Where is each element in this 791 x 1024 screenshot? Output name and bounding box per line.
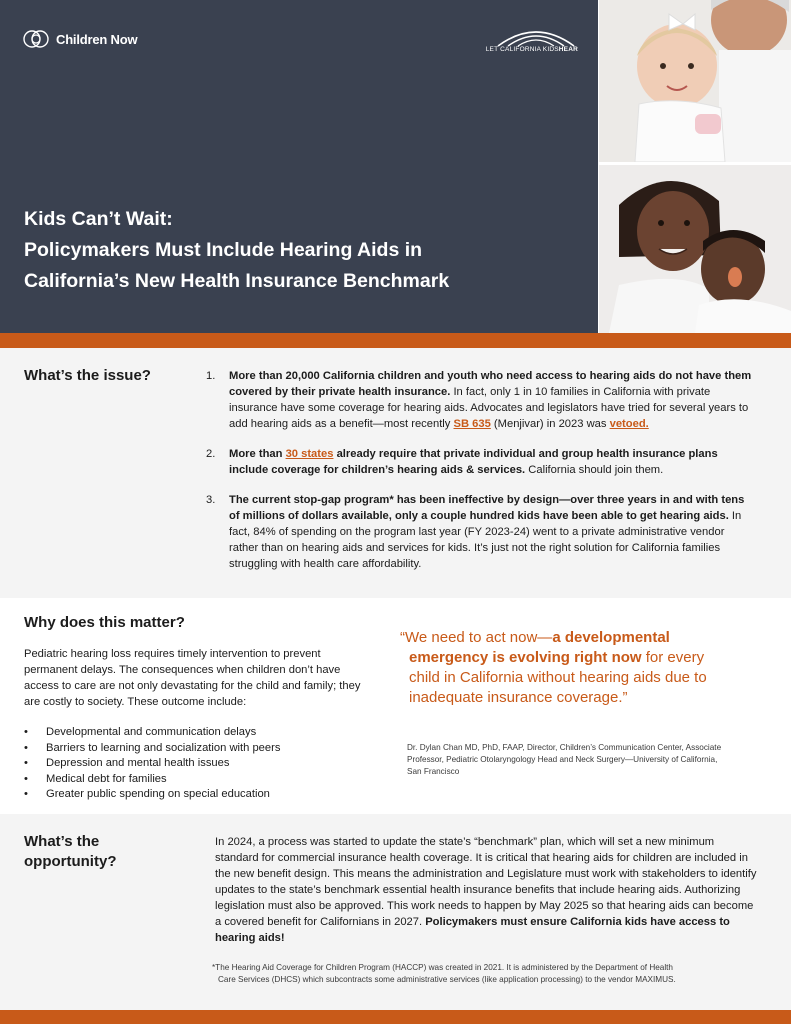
bullet-item: • Depression and mental health issues: [24, 756, 280, 772]
footnote: [212, 962, 762, 986]
opportunity-text: In 2024, a process was started to update the state’s “benchmark” plan, which will set a new minimum standard for commercial insurance health coverage. It is critical that hearing aids for children are included in the new benefit design. This means the administration and Legislature must work with stakeholders to identify updates to the state’s benchmark essential health insurance benefits that include hearing aids. Authorizing legislation must also be approved. This work needs to happen by May 2025 so that hearing aids can become a covered benefit for Californians in 2027.: [215, 836, 757, 928]
header-banner: [0, 0, 598, 333]
quote-open: “We need to act now—: [400, 629, 553, 646]
pull-quote: [400, 628, 760, 708]
issue-list: [206, 368, 756, 586]
matter-section: [0, 598, 791, 814]
matter-paragraph: Pediatric hearing loss requires timely intervention to prevent permanent delays. The consequences when children don’t have access to care are not only devastating for the child and family; they are costly to society. These outcome include:: [24, 648, 361, 708]
page-title: [24, 204, 584, 297]
photo-mother-and-son: [599, 165, 791, 333]
issue-item-1: [206, 368, 756, 432]
opportunity-heading-line-2: opportunity?: [24, 853, 117, 870]
children-now-logo[interactable]: [22, 28, 137, 50]
opportunity-call-to-action: Policymakers must ensure California kids have access to hearing aids!: [215, 916, 730, 944]
issue-item-3: [206, 492, 756, 572]
grandfather-toddler-illustration: [599, 0, 791, 162]
opportunity-paragraph: [215, 834, 760, 946]
orange-divider-top: [0, 333, 791, 348]
quote-line-4: inadequate insurance coverage.”: [409, 689, 628, 706]
issue-item-text: California should join them.: [525, 464, 664, 476]
logo-text: Children Now: [56, 31, 138, 47]
issue-item-number: 3.: [206, 494, 216, 506]
vetoed-link[interactable]: vetoed.: [609, 418, 649, 430]
quote-attribution: Dr. Dylan Chan MD, PhD, FAAP, Director, Children’s Communication Center, Associate Professor, Pediatric Otolaryngology Head and Neck Surgery—University of California, San Francisco: [407, 743, 722, 776]
children-now-logo-icon: [22, 28, 50, 50]
outcome-bullet-list: [24, 725, 280, 803]
quote-bold-a: a developmental: [552, 629, 670, 646]
bullet-item: • Barriers to learning and socialization with peers: [24, 741, 280, 757]
title-line-1: Kids Can’t Wait:: [24, 208, 173, 230]
issue-item-bold: The current stop-gap program* has been ineffective by design—over three years in and with tens of millions of dollars available, only a couple hundred kids have been able to get hearing aids.: [229, 494, 745, 522]
issue-item-2: [206, 446, 756, 478]
photo-grandfather-and-toddler: [599, 0, 791, 162]
quote-rest-a: for every: [641, 649, 705, 666]
sound-arcs-icon: [494, 22, 578, 48]
opportunity-section: [0, 814, 791, 1010]
let-california-kids-hear-logo[interactable]: [464, 22, 578, 53]
title-line-2: Policymakers Must Include Hearing Aids in: [24, 239, 423, 261]
quote-bold-b: emergency is evolving right now: [409, 649, 642, 666]
issue-item-bold-pre: More than: [229, 448, 286, 460]
issue-item-text-2: (Menjivar) in 2023 was: [490, 418, 610, 430]
issue-item-bold: More than 20,000 California children and youth who need access to hearing aids do not have them covered by their private health insurance.: [229, 370, 752, 398]
opportunity-heading: [24, 832, 116, 872]
mother-son-illustration: [599, 165, 791, 333]
opportunity-heading-line-1: What’s the: [24, 833, 100, 850]
footnote-line-2: Care Services (DHCS) which subcontracts some administrative services (like application processing) to the vendor MAXIMUS.: [218, 975, 676, 984]
issue-item-number: 1.: [206, 370, 216, 382]
thirty-states-link[interactable]: 30 states: [285, 448, 334, 460]
footnote-line-1: *The Hearing Aid Coverage for Children Program (HACCP) was created in 2021. It is administered by the Department of Health: [212, 963, 673, 972]
bullet-item: • Greater public spending on special education: [24, 787, 280, 803]
issue-heading: What’s the issue?: [24, 367, 151, 384]
partner-logo-text: LET CALIFORNIA KIDSHEAR: [485, 46, 578, 53]
quote-line-3: child in California without hearing aids due to: [409, 669, 707, 686]
sb-635-link[interactable]: SB 635: [453, 418, 491, 430]
issue-item-bold-post: already require that private individual and group health insurance plans include coverage for children’s hearing aids & services.: [229, 448, 718, 476]
title-line-3: California’s New Health Insurance Benchmark: [24, 270, 450, 292]
issue-item-number: 2.: [206, 448, 216, 460]
matter-heading: Why does this matter?: [24, 614, 185, 631]
issue-section: [0, 348, 791, 598]
orange-divider-bottom: [0, 1010, 791, 1024]
bullet-item: • Medical debt for families: [24, 772, 280, 788]
issue-item-text: In fact, 84% of spending on the program last year (FY 2023-24) went to a private administrative vendor rather than on hearing aids and services for kids. It’s just not the right solution for California families struggling with health care affordability.: [229, 510, 742, 570]
bullet-item: • Developmental and communication delays: [24, 725, 280, 741]
issue-item-text: In fact, only 1 in 10 families in California with private insurance have some coverage for hearing aids. Advocates and legislators have tried for several years to add hearing aids as a benefit—most recently: [229, 386, 749, 430]
